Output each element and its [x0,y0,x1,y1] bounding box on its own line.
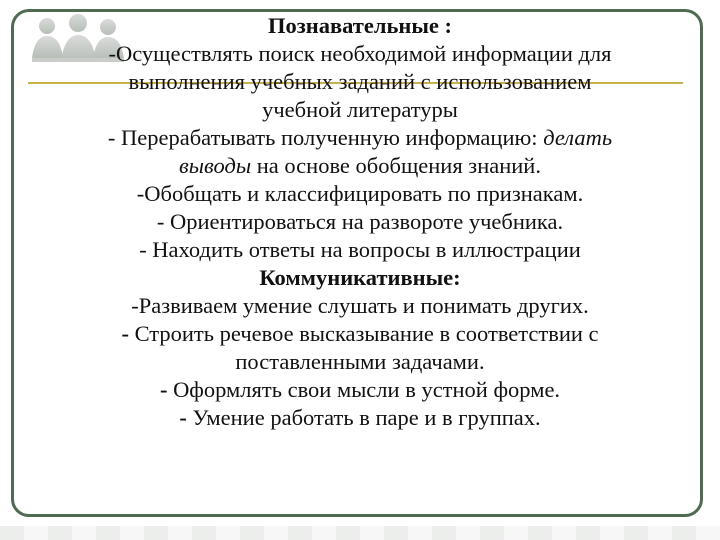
cognitive-item-2-line-1 [30,124,690,152]
communicative-item-4 [30,404,690,432]
communicative-item-4-text: Умение работать в паре и в группах. [192,405,541,430]
communicative-item-3-text: Оформлять свои мысли в устной форме. [173,377,561,402]
communicative-item-3 [30,376,690,404]
slide-text [30,12,690,432]
communicative-item-1: -Развиваем умение слушать и понимать других. [131,293,589,318]
section-title-communicative: Коммуникативные: [259,265,461,290]
communicative-item-2-line-2: поставленными задачами. [235,349,485,374]
communicative-item-4-dash: - [179,405,193,430]
cognitive-item-1-line-1: -Осуществлять поиск необходимой информации для [108,41,612,66]
cognitive-item-2-line-2 [30,152,690,180]
cognitive-item-2-suffix: на основе обобщения знаний. [251,153,541,178]
communicative-item-2-text: Строить речевое высказывание в соответствии с [134,321,599,346]
bottom-decoration [0,526,720,540]
cognitive-item-1-line-2: выполнения учебных заданий с использованием [128,69,592,94]
communicative-item-3-dash: - [159,377,174,402]
cognitive-item-4: - Ориентироваться на развороте учебника. [156,209,564,234]
cognitive-item-5: - Находить ответы на вопросы в иллюстрации [139,237,581,262]
communicative-item-2-dash: - [121,321,135,346]
cognitive-item-3: -Обобщать и классифицировать по признакам. [136,181,584,206]
cognitive-item-2-prefix: - Перерабатывать полученную информацию: [107,125,544,150]
cognitive-item-1-line-3: учебной литературы [262,97,458,122]
section-title-cognitive: Познавательные : [267,13,453,38]
cognitive-item-2-italic-b: выводы [179,153,252,178]
communicative-item-2-line-1 [30,320,690,348]
cognitive-item-2-italic-a: делать [543,125,613,150]
